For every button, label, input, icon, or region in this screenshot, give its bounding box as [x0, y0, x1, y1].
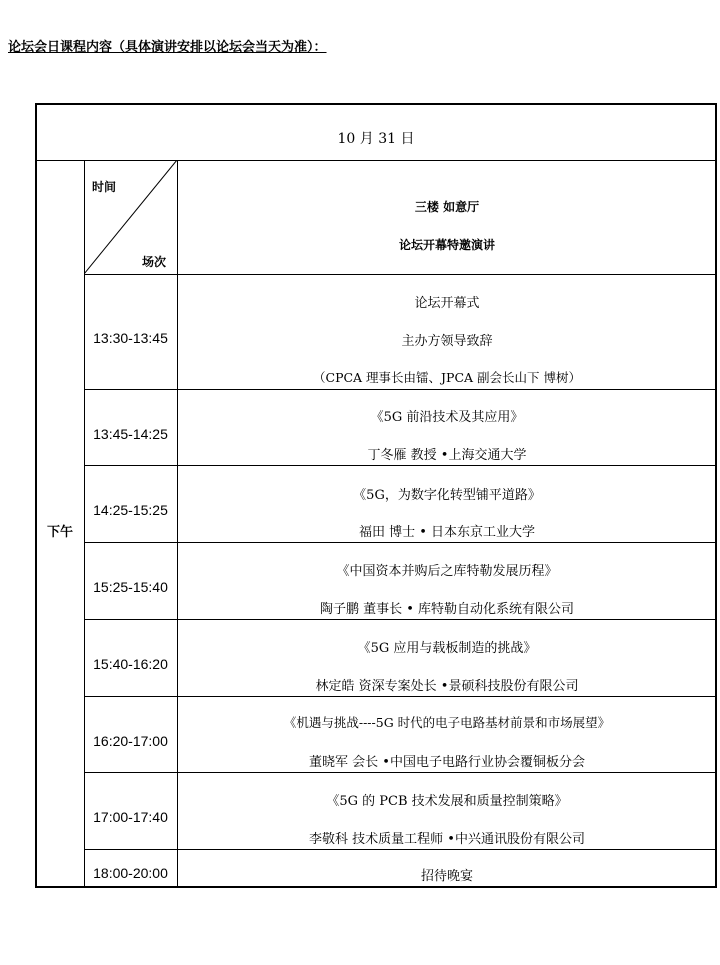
row-8-line-1: 招待晚宴 — [420, 869, 474, 884]
row-5-line-2: 林定皓 资深专案处长 •景硕科技股份有限公司 — [315, 679, 579, 694]
row-2-line-1: 《5G 前沿技术及其应用》 — [370, 410, 524, 425]
divider-row-3 — [84, 542, 717, 543]
row-1-line-3: （CPCA 理事长由镭、JPCA 副会长山下 博树） — [313, 370, 581, 385]
time-slot-7: 17:00-17:40 — [93, 809, 168, 825]
row-3-line-2: 福田 博士 • 日本东京工业大学 — [358, 525, 536, 540]
row-2-line-2: 丁冬雁 教授 •上海交通大学 — [367, 448, 527, 463]
row-1-line-1: 论坛开幕式 — [414, 296, 480, 311]
row-3-line-1: 《5G，为数字化转型铺平道路》 — [353, 488, 541, 503]
session-title: 论坛开幕特邀演讲 — [398, 238, 496, 252]
divider-row-7 — [84, 849, 717, 850]
row-4-line-1: 《中国资本并购后之库特勒发展历程》 — [336, 564, 558, 579]
row-6-line-1: 《机遇与挑战----5G 时代的电子电路基材前景和市场展望》 — [283, 715, 611, 730]
time-slot-3: 14:25-15:25 — [93, 502, 168, 518]
divider-row-4 — [84, 619, 717, 620]
divider-row-2 — [84, 465, 717, 466]
row-5-line-1: 《5G 应用与载板制造的挑战》 — [357, 641, 537, 656]
time-slot-8: 18:00-20:00 — [93, 865, 168, 881]
divider-row-6 — [84, 772, 717, 773]
row-7-line-2: 李敬科 技术质量工程师 •中兴通讯股份有限公司 — [309, 832, 585, 847]
row-6-line-2: 董晓军 会长 •中国电子电路行业协会覆铜板分会 — [309, 755, 585, 770]
venue-label: 三楼 如意厅 — [414, 200, 480, 214]
diagonal-label-session: 场次 — [142, 255, 167, 269]
time-slot-6: 16:20-17:00 — [93, 733, 168, 749]
divider-row-5 — [84, 696, 717, 697]
row-7-line-1: 《5G 的 PCB 技术发展和质量控制策略》 — [326, 794, 568, 809]
time-slot-1: 13:30-13:45 — [93, 330, 168, 346]
page-heading: 论坛会日课程内容（具体演讲安排以论坛会当天为准）： — [8, 40, 327, 55]
time-slot-5: 15:40-16:20 — [93, 656, 168, 672]
divider-row-1 — [84, 389, 717, 390]
date-label: 10 月 31 日 — [337, 131, 415, 147]
row-4-line-2: 陶子鹏 董事长 • 库特勒自动化系统有限公司 — [319, 602, 575, 617]
row-1-line-2: 主办方领导致辞 — [401, 334, 493, 349]
divider-header — [84, 274, 717, 275]
period-label: 下午 — [46, 525, 74, 540]
diagonal-label-time: 时间 — [92, 180, 117, 194]
time-slot-4: 15:25-15:40 — [93, 579, 168, 595]
time-slot-2: 13:45-14:25 — [93, 426, 168, 442]
